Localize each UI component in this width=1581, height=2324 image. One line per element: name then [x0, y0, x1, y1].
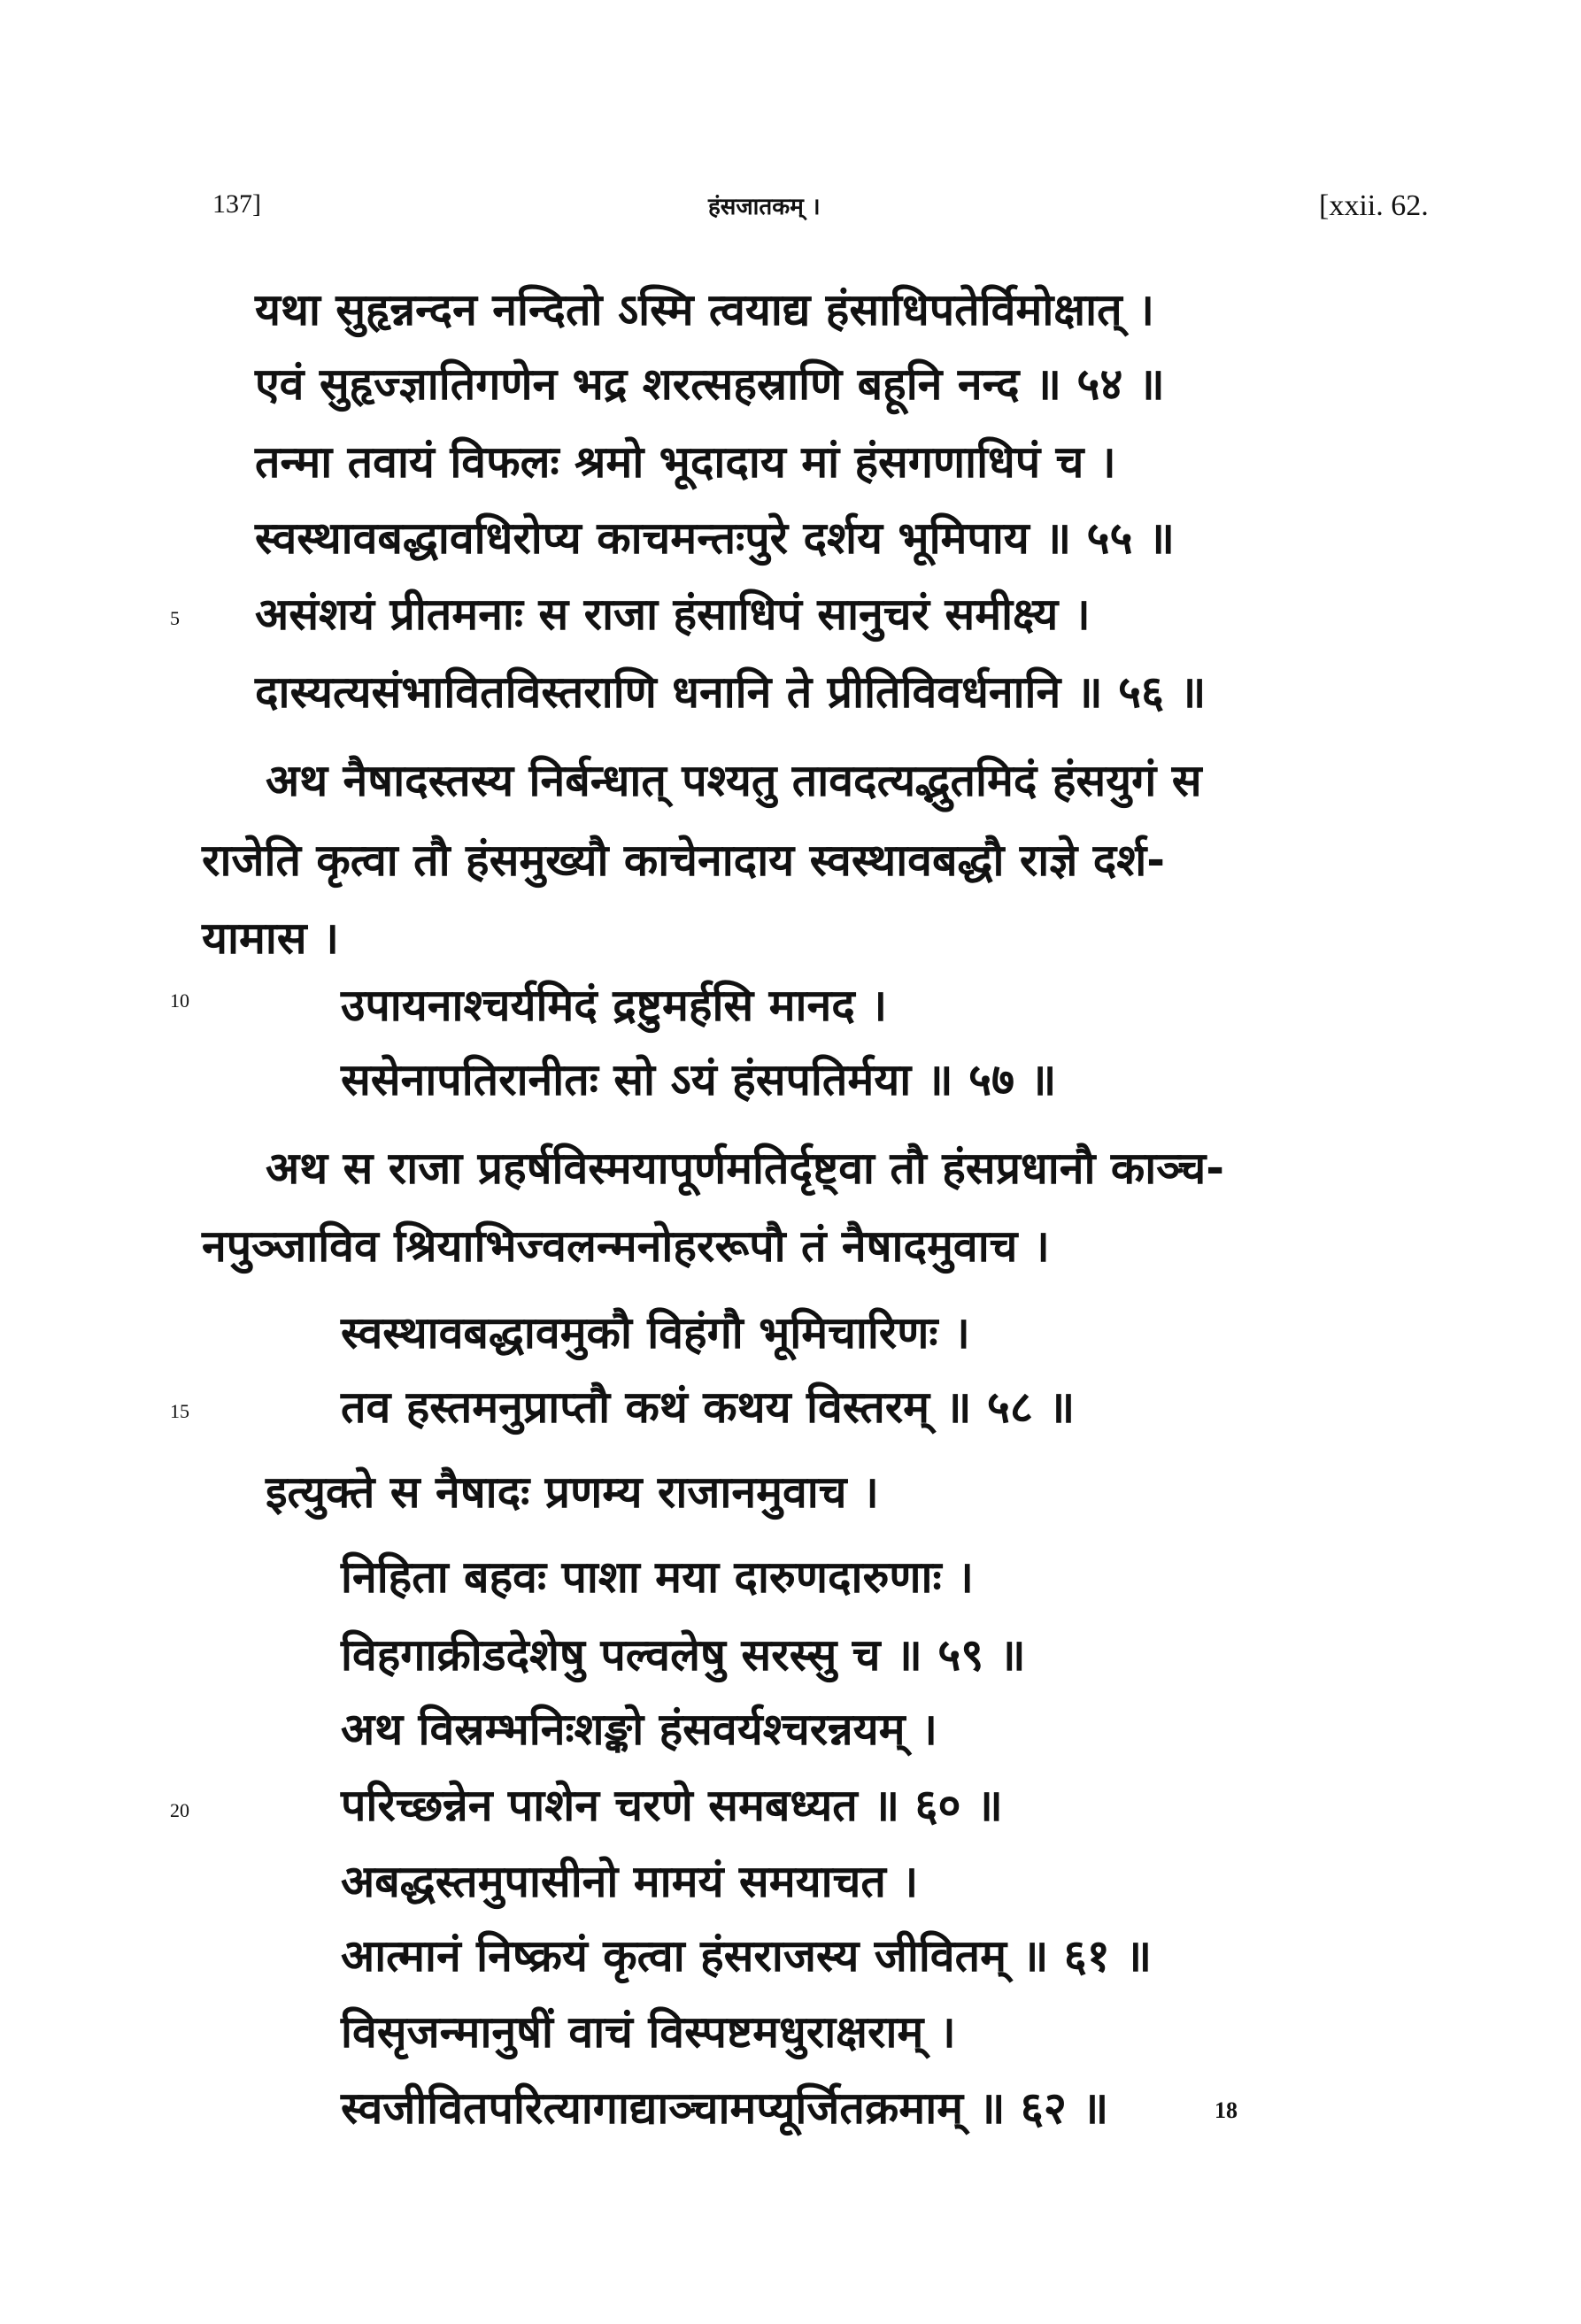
prose-line: नपुञ्जाविव श्रियाभिज्वलन्मनोहररूपौ तं नैषादमुवाच ।: [202, 1220, 1050, 1272]
verse-line: तव हस्तमनुप्राप्तौ कथं कथय विस्तरम् ॥ ५८ ॥: [341, 1381, 1076, 1433]
verse-line: निहिता बहवः पाशा मया दारुणदारुणाः ।: [341, 1551, 974, 1603]
verse-line: असंशयं प्रीतमनाः स राजा हंसाधिपं सानुचरं समीक्ष्य ।: [255, 589, 1091, 640]
prose-line: राजेति कृत्वा तौ हंसमुख्यौ काचेनादाय स्वस्थावबद्धौ राज्ञे दर्श-: [202, 835, 1166, 886]
verse-line: विहगाक्रीडदेशेषु पल्वलेषु सरस्सु च ॥ ५९ ॥: [341, 1629, 1026, 1681]
line-number: 5: [170, 607, 180, 629]
verse-line: स्वजीवितपरित्यागाद्याञ्चामप्यूर्जितक्रमाम् ॥ ६२ ॥: [341, 2082, 1109, 2134]
verse-line: अबद्धस्तमुपासीनो मामयं समयाचत ।: [341, 1856, 919, 1907]
verse-line: आत्मानं निष्क्रयं कृत्वा हंसराजस्य जीवितम् ॥ ६१ ॥: [341, 1930, 1153, 1982]
verse-line: परिच्छन्नेन पाशेन चरणे समबध्यत ॥ ६० ॥: [341, 1780, 1003, 1831]
prose-line: अथ स राजा प्रहर्षविस्मयापूर्णमतिर्दृष्ट्वा तौ हंसप्रधानौ काञ्च-: [266, 1143, 1225, 1194]
line-number: 10: [170, 989, 189, 1012]
signature-mark: 18: [1215, 2097, 1238, 2123]
verse-line: एवं सुहृज्ज्ञातिगणेन भद्र शरत्सहस्राणि बहूनि नन्द ॥ ५४ ॥: [255, 358, 1165, 410]
line-number: 15: [170, 1400, 189, 1422]
prose-line: इत्युक्ते स नैषादः प्रणम्य राजानमुवाच ।: [266, 1466, 879, 1518]
prose-line: यामास ।: [202, 912, 339, 964]
verse-line: ससेनापतिरानीतः सो ऽयं हंसपतिर्मया ॥ ५७ ॥: [341, 1054, 1057, 1105]
running-title: हंसजातकम् ।: [708, 194, 821, 220]
verse-line: उपायनाश्चर्यमिदं द्रष्टुमर्हसि मानद ।: [341, 980, 888, 1031]
prose-line: अथ नैषादस्तस्य निर्बन्धात् पश्यतु तावदत्यद्भुतमिदं हंसयुगं स: [266, 755, 1202, 806]
chapter-reference: [xxii. 62.: [1319, 189, 1429, 222]
verse-line: स्वस्थावबद्धावधिरोप्य काचमन्तःपुरे दर्शय भूमिपाय ॥ ५५ ॥: [255, 512, 1175, 564]
page-number: 137]: [212, 189, 261, 219]
line-number: 20: [170, 1799, 189, 1821]
verse-line: अथ विस्रम्भनिःशङ्को हंसवर्यश्चरन्नयम् ।: [341, 1704, 937, 1755]
verse-line: यथा सुहृन्नन्दन नन्दितो ऽस्मि त्वयाद्य हंसाधिपतेर्विमोक्षात् ।: [255, 284, 1154, 335]
verse-line: तन्मा तवायं विफलः श्रमो भूदादाय मां हंसगणाधिपं च ।: [255, 436, 1116, 488]
verse-line: विसृजन्मानुषीं वाचं विस्पष्टमधुराक्षराम् ।: [341, 2006, 956, 2058]
verse-line: स्वस्थावबद्धावमुकौ विहंगौ भूमिचारिणः ।: [341, 1307, 970, 1358]
verse-line: दास्यत्यसंभावितविस्तराणि धनानि ते प्रीतिविवर्धनानि ॥ ५६ ॥: [255, 666, 1207, 718]
